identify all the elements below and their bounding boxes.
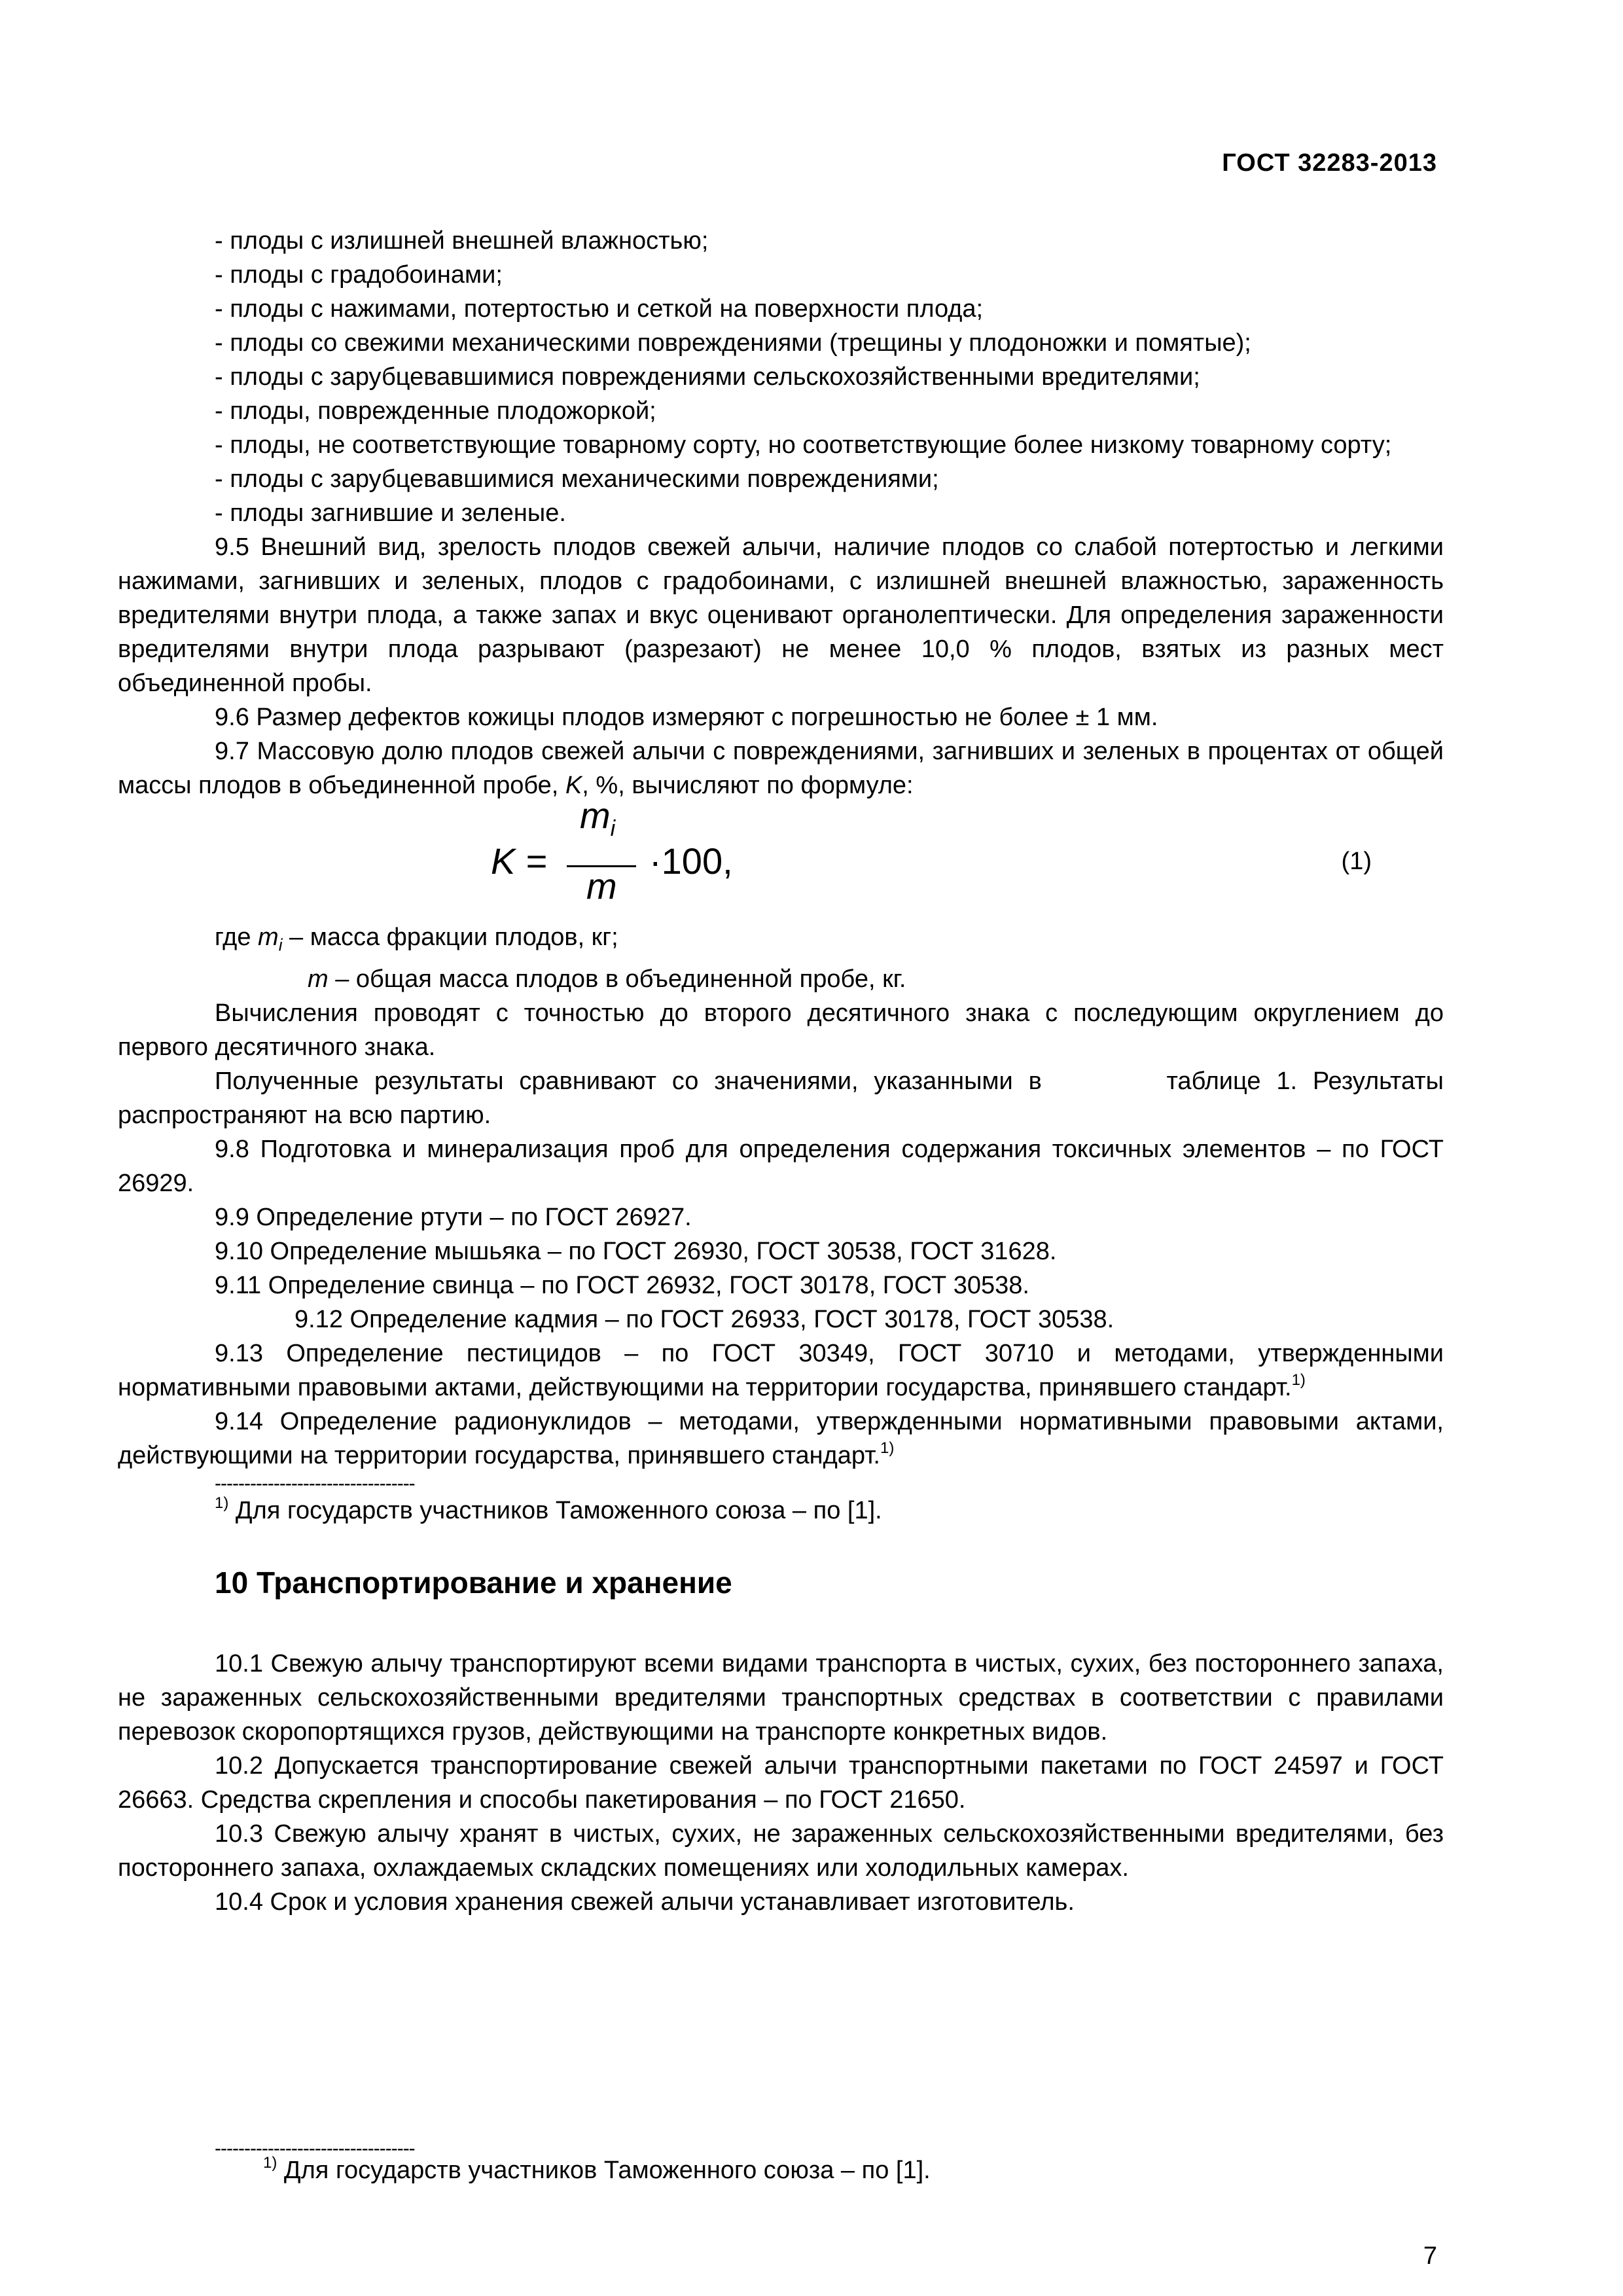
- paragraph-9-13-text: 9.13 Определение пестицидов – по ГОСТ 30349, ГОСТ 30710 и методами, утвержденными нормативными правовыми актами, действующими на территории государства, принявшего стандарт.: [118, 1339, 1444, 1401]
- where-var-mi: m: [258, 924, 279, 951]
- where-text-1: – масса фракции плодов, кг;: [282, 924, 618, 951]
- paragraph-9-6: 9.6 Размер дефектов кожицы плодов измеряют с погрешностью не более ± 1 мм.: [215, 704, 1158, 731]
- where-prefix: где: [215, 924, 259, 951]
- page-number: 7: [1423, 2242, 1437, 2270]
- list-item: - плоды загнившие и зеленые.: [215, 499, 566, 527]
- formula-1: [118, 795, 1444, 920]
- list-item: - плоды с зарубцевавшимися повреждениями сельскохозяйственными вредителями;: [215, 363, 1200, 391]
- list-item: - плоды с градобоинами;: [215, 261, 503, 289]
- document-header: ГОСТ 32283-2013: [1222, 149, 1437, 177]
- section-title: 10 Транспортирование и хранение: [215, 1565, 732, 1600]
- where-line-2: [118, 962, 1444, 996]
- footnote-separator: ----------------------------------: [215, 1472, 415, 1494]
- footnote-mark: 1): [263, 2154, 277, 2172]
- bottom-footnote-separator: ----------------------------------: [215, 2138, 415, 2159]
- paragraph-9-5: 9.5 Внешний вид, зрелость плодов свежей алычи, наличие плодов со слабой потертостью и легкими нажимами, загнивших и зеленых, плодов с градобоинами, с излишней внешней влажностью, зараженность вредителями внутри плода, а также запах и вкус оценивают органолептически. Для определения зараженности вредителями внутри плода разрывают (разрезают) не менее 10,0 % плодов, взятых из разных мест объединенной пробы.: [118, 533, 1444, 697]
- bottom-footnote: [263, 2153, 931, 2187]
- paragraph-9-9: 9.9 Определение ртути – по ГОСТ 26927.: [215, 1203, 692, 1231]
- paragraph-9-8: 9.8 Подготовка и минерализация проб для определения содержания токсичных элементов – по ГОСТ 26929.: [118, 1135, 1444, 1197]
- paragraph-results: Полученные результаты сравнивают со значениями, указанными в таблице 1. Результаты распространяют на всю партию.: [118, 1067, 1451, 1129]
- formula-lhs: K =: [491, 840, 547, 882]
- paragraph-9-12: 9.12 Определение кадмия – по ГОСТ 26933, ГОСТ 30178, ГОСТ 30538.: [294, 1305, 1115, 1333]
- list-item: - плоды, не соответствующие товарному сорту, но соответствующие более низкому товарному сорту;: [215, 431, 1392, 459]
- formula-multiplier: ·100,: [649, 840, 733, 882]
- list-item: - плоды со свежими механическими повреждениями (трещины у плодоножки и помятые);: [215, 329, 1251, 357]
- paragraph-10-3: 10.3 Свежую алычу хранят в чистых, сухих, не зараженных сельскохозяйственными вредителями, без постороннего запаха, охлаждаемых складских помещениях или холодильных камерах.: [118, 1820, 1444, 1882]
- list-item: - плоды, поврежденные плодожоркой;: [215, 397, 656, 425]
- paragraph-9-7-text-b: , %, вычисляют по формуле:: [582, 772, 914, 799]
- paragraph-9-14-text: 9.14 Определение радионуклидов – методами, утвержденными нормативными правовыми актами, действующими на территории государства, принявшего стандарт.: [118, 1407, 1444, 1469]
- footnote-text: Для государств участников Таможенного союза – по [1].: [228, 1496, 882, 1524]
- paragraph-10-4: 10.4 Срок и условия хранения свежей алычи устанавливает изготовитель.: [215, 1888, 1075, 1916]
- paragraph-10-2: 10.2 Допускается транспортирование свежей алычи транспортными пакетами по ГОСТ 24597 и ГОСТ 26663. Средства скрепления и способы пакетирования – по ГОСТ 21650.: [118, 1751, 1444, 1814]
- defect-list: [118, 224, 1444, 530]
- where-var-mi-sub: i: [278, 935, 283, 955]
- list-item: - плоды с излишней внешней влажностью;: [215, 227, 709, 255]
- paragraph-9-7-text-a: 9.7 Массовую долю плодов свежей алычи с повреждениями, загнивших и зеленых в процентах от общей массы плодов в объединенной пробе,: [118, 738, 1444, 799]
- footnote: [118, 1494, 1444, 1528]
- footnote-ref: 1): [880, 1439, 895, 1457]
- paragraph-9-13: [118, 1336, 1444, 1405]
- paragraph-9-11: 9.11 Определение свинца – по ГОСТ 26932, ГОСТ 30178, ГОСТ 30538.: [215, 1271, 1029, 1299]
- paragraph-calculation: Вычисления проводят с точностью до второго десятичного знака с последующим округлением до первого десятичного знака.: [118, 999, 1444, 1061]
- list-item: - плоды с зарубцевавшимися механическими повреждениями;: [215, 465, 939, 493]
- paragraph-9-7: [118, 734, 1444, 802]
- list-item: - плоды с нажимами, потертостью и сеткой на поверхности плода;: [215, 295, 984, 323]
- where-var-m: m: [308, 965, 329, 993]
- paragraph-9-14: [118, 1405, 1444, 1473]
- paragraph-9-10: 9.10 Определение мышьяка – по ГОСТ 26930, ГОСТ 30538, ГОСТ 31628.: [215, 1237, 1057, 1265]
- footnote-mark: 1): [215, 1494, 229, 1512]
- equation-number: (1): [1341, 848, 1372, 875]
- formula-numerator-sub: i: [610, 816, 616, 842]
- footnote-ref: 1): [1291, 1371, 1306, 1389]
- formula-numerator-var: m: [580, 795, 611, 836]
- where-text-2: – общая масса плодов в объединенной пробе, кг.: [328, 965, 906, 993]
- page-body: [118, 224, 1451, 1919]
- footnote-text: Для государств участников Таможенного союза – по [1].: [277, 2157, 931, 2184]
- paragraph-10-1: 10.1 Свежую алычу транспортируют всеми видами транспорта в чистых, сухих, без постороннего запаха, не зараженных сельскохозяйственными вредителями транспортных средствах в соответствии с правилами перевозок скоропортящихся грузов, действующими на транспорте конкретных видов.: [118, 1649, 1444, 1746]
- where-line-1: [118, 920, 1444, 962]
- formula-numerator: [580, 795, 616, 846]
- variable-k: K: [565, 772, 582, 799]
- formula-denominator: m: [586, 865, 617, 906]
